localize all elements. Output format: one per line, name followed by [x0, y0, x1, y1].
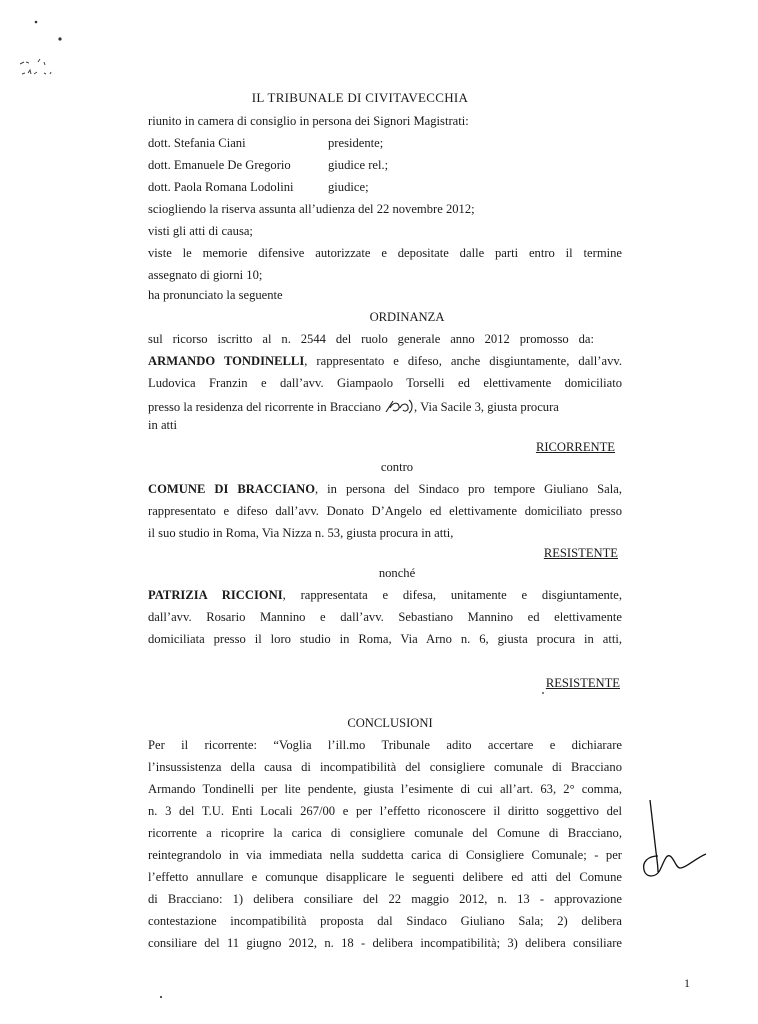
scan-dot — [158, 994, 164, 1000]
conclusioni-line-9: contestazione incompatibilità proposta dal Sindaco Giuliano Sala; 2) delibera — [148, 914, 622, 928]
court-title: IL TRIBUNALE DI CIVITAVECCHIA — [251, 90, 469, 105]
ricorrente-line-3b: , Via Sacile 3, giusta procura — [414, 400, 559, 414]
comune-line-1-rest: , in persona del Sindaco pro tempore Giuliano Sala, — [315, 482, 622, 496]
judge-2-role: giudice rel.; — [328, 158, 389, 172]
judge-1-name: dott. Stefania Ciani — [148, 136, 246, 150]
riccioni-label: RESISTENTE — [545, 676, 620, 690]
recital-5: ha pronunciato la seguente — [148, 288, 283, 302]
comune-line-1 — [148, 482, 622, 497]
riccioni-line-3: domiciliata presso il loro studio in Roma, Via Arno n. 6, giusta procura in atti, — [148, 632, 622, 646]
scan-dot — [540, 690, 546, 696]
comune-line-3: il suo studio in Roma, Via Nizza n. 53, giusta procura in atti, — [148, 526, 454, 540]
conclusioni-line-5: ricorrente a ricoprire la carica di consigliere comunale del Comune di Bracciano, — [148, 826, 622, 840]
conclusioni-line-6: reintegrandolo in via immediata nella suddetta carica di Consigliere Comunale; - per — [148, 848, 622, 862]
conclusioni-line-10: consiliare del 11 giugno 2012, n. 18 - delibera incompatibilità; 3) delibera consiliare — [148, 936, 622, 950]
ricorrente-name: ARMANDO TONDINELLI — [148, 354, 305, 368]
handwritten-initials-signature — [636, 796, 716, 886]
ricorrente-line-1-rest: , rappresentato e difeso, anche disgiuntamente, dall’avv. — [304, 354, 623, 368]
conclusioni-line-2: l’insussistenza della causa di incompatibilità del consigliere comunale di Bracciano — [148, 760, 622, 774]
intro-line: riunito in camera di consiglio in persona dei Signori Magistrati: — [148, 114, 469, 128]
scan-marks — [14, 18, 64, 88]
ricorrente-line-3 — [148, 398, 622, 415]
page-number: 1 — [684, 976, 690, 990]
comune-name: COMUNE DI BRACCIANO — [148, 482, 316, 496]
judge-3-role: giudice; — [328, 180, 369, 194]
recital-3: viste le memorie difensive autorizzate e depositate dalle parti entro il termine — [148, 246, 622, 260]
contro-label: contro — [380, 460, 414, 474]
conclusioni-line-3: Armando Tondinelli per lite pendente, giusta l’esimente di cui all’art. 63, 2° comma, — [148, 782, 622, 796]
ricorso-line: sul ricorso iscritto al n. 2544 del ruolo generale anno 2012 promosso da: — [148, 332, 594, 346]
riccioni-line-1 — [148, 588, 622, 603]
riccioni-name: PATRIZIA RICCIONI — [148, 588, 283, 602]
ricorrente-label: RICORRENTE — [535, 440, 615, 454]
ricorrente-line-1 — [148, 354, 622, 369]
conclusioni-title: CONCLUSIONI — [347, 716, 433, 730]
recital-1: sciogliendo la riserva assunta all’udienza del 22 novembre 2012; — [148, 202, 475, 216]
comune-line-2: rappresentato e difeso dall’avv. Donato D’Angelo ed elettivamente domiciliato presso — [148, 504, 622, 518]
riccioni-line-1-rest: , rappresentata e difesa, unitamente e disgiuntamente, — [282, 588, 622, 602]
conclusioni-line-1: Per il ricorrente: “Voglia l’ill.mo Tribunale adito accertare e dichiarare — [148, 738, 622, 752]
nonche-label: nonché — [378, 566, 416, 580]
recital-4: assegnato di giorni 10; — [148, 268, 263, 282]
ricorrente-line-3a: presso la residenza del ricorrente in Bracciano — [148, 400, 381, 414]
recital-2: visti gli atti di causa; — [148, 224, 253, 238]
ricorrente-line-2: Ludovica Franzin e dall’avv. Giampaolo Torselli ed elettivamente domiciliato — [148, 376, 622, 390]
conclusioni-line-7: l’effetto annullare e comunque disapplicare le seguenti delibere ed atti del Comune — [148, 870, 622, 884]
ricorrente-line-4: in atti — [148, 418, 178, 432]
judge-1-role: presidente; — [328, 136, 384, 150]
judge-2-name: dott. Emanuele De Gregorio — [148, 158, 291, 172]
ordinanza-title: ORDINANZA — [369, 310, 445, 324]
conclusioni-line-4: n. 3 del T.U. Enti Locali 267/00 e per l’effetto riconoscere il diritto soggettivo del — [148, 804, 622, 818]
riccioni-line-2: dall’avv. Rosario Mannino e dall’avv. Sebastiano Mannino ed elettivamente — [148, 610, 622, 624]
handwritten-correction-mark — [384, 398, 414, 414]
conclusioni-line-8: di Bracciano: 1) delibera consiliare del 22 maggio 2012, n. 13 - approvazione — [148, 892, 622, 906]
comune-label: RESISTENTE — [543, 546, 618, 560]
judge-3-name: dott. Paola Romana Lodolini — [148, 180, 294, 194]
